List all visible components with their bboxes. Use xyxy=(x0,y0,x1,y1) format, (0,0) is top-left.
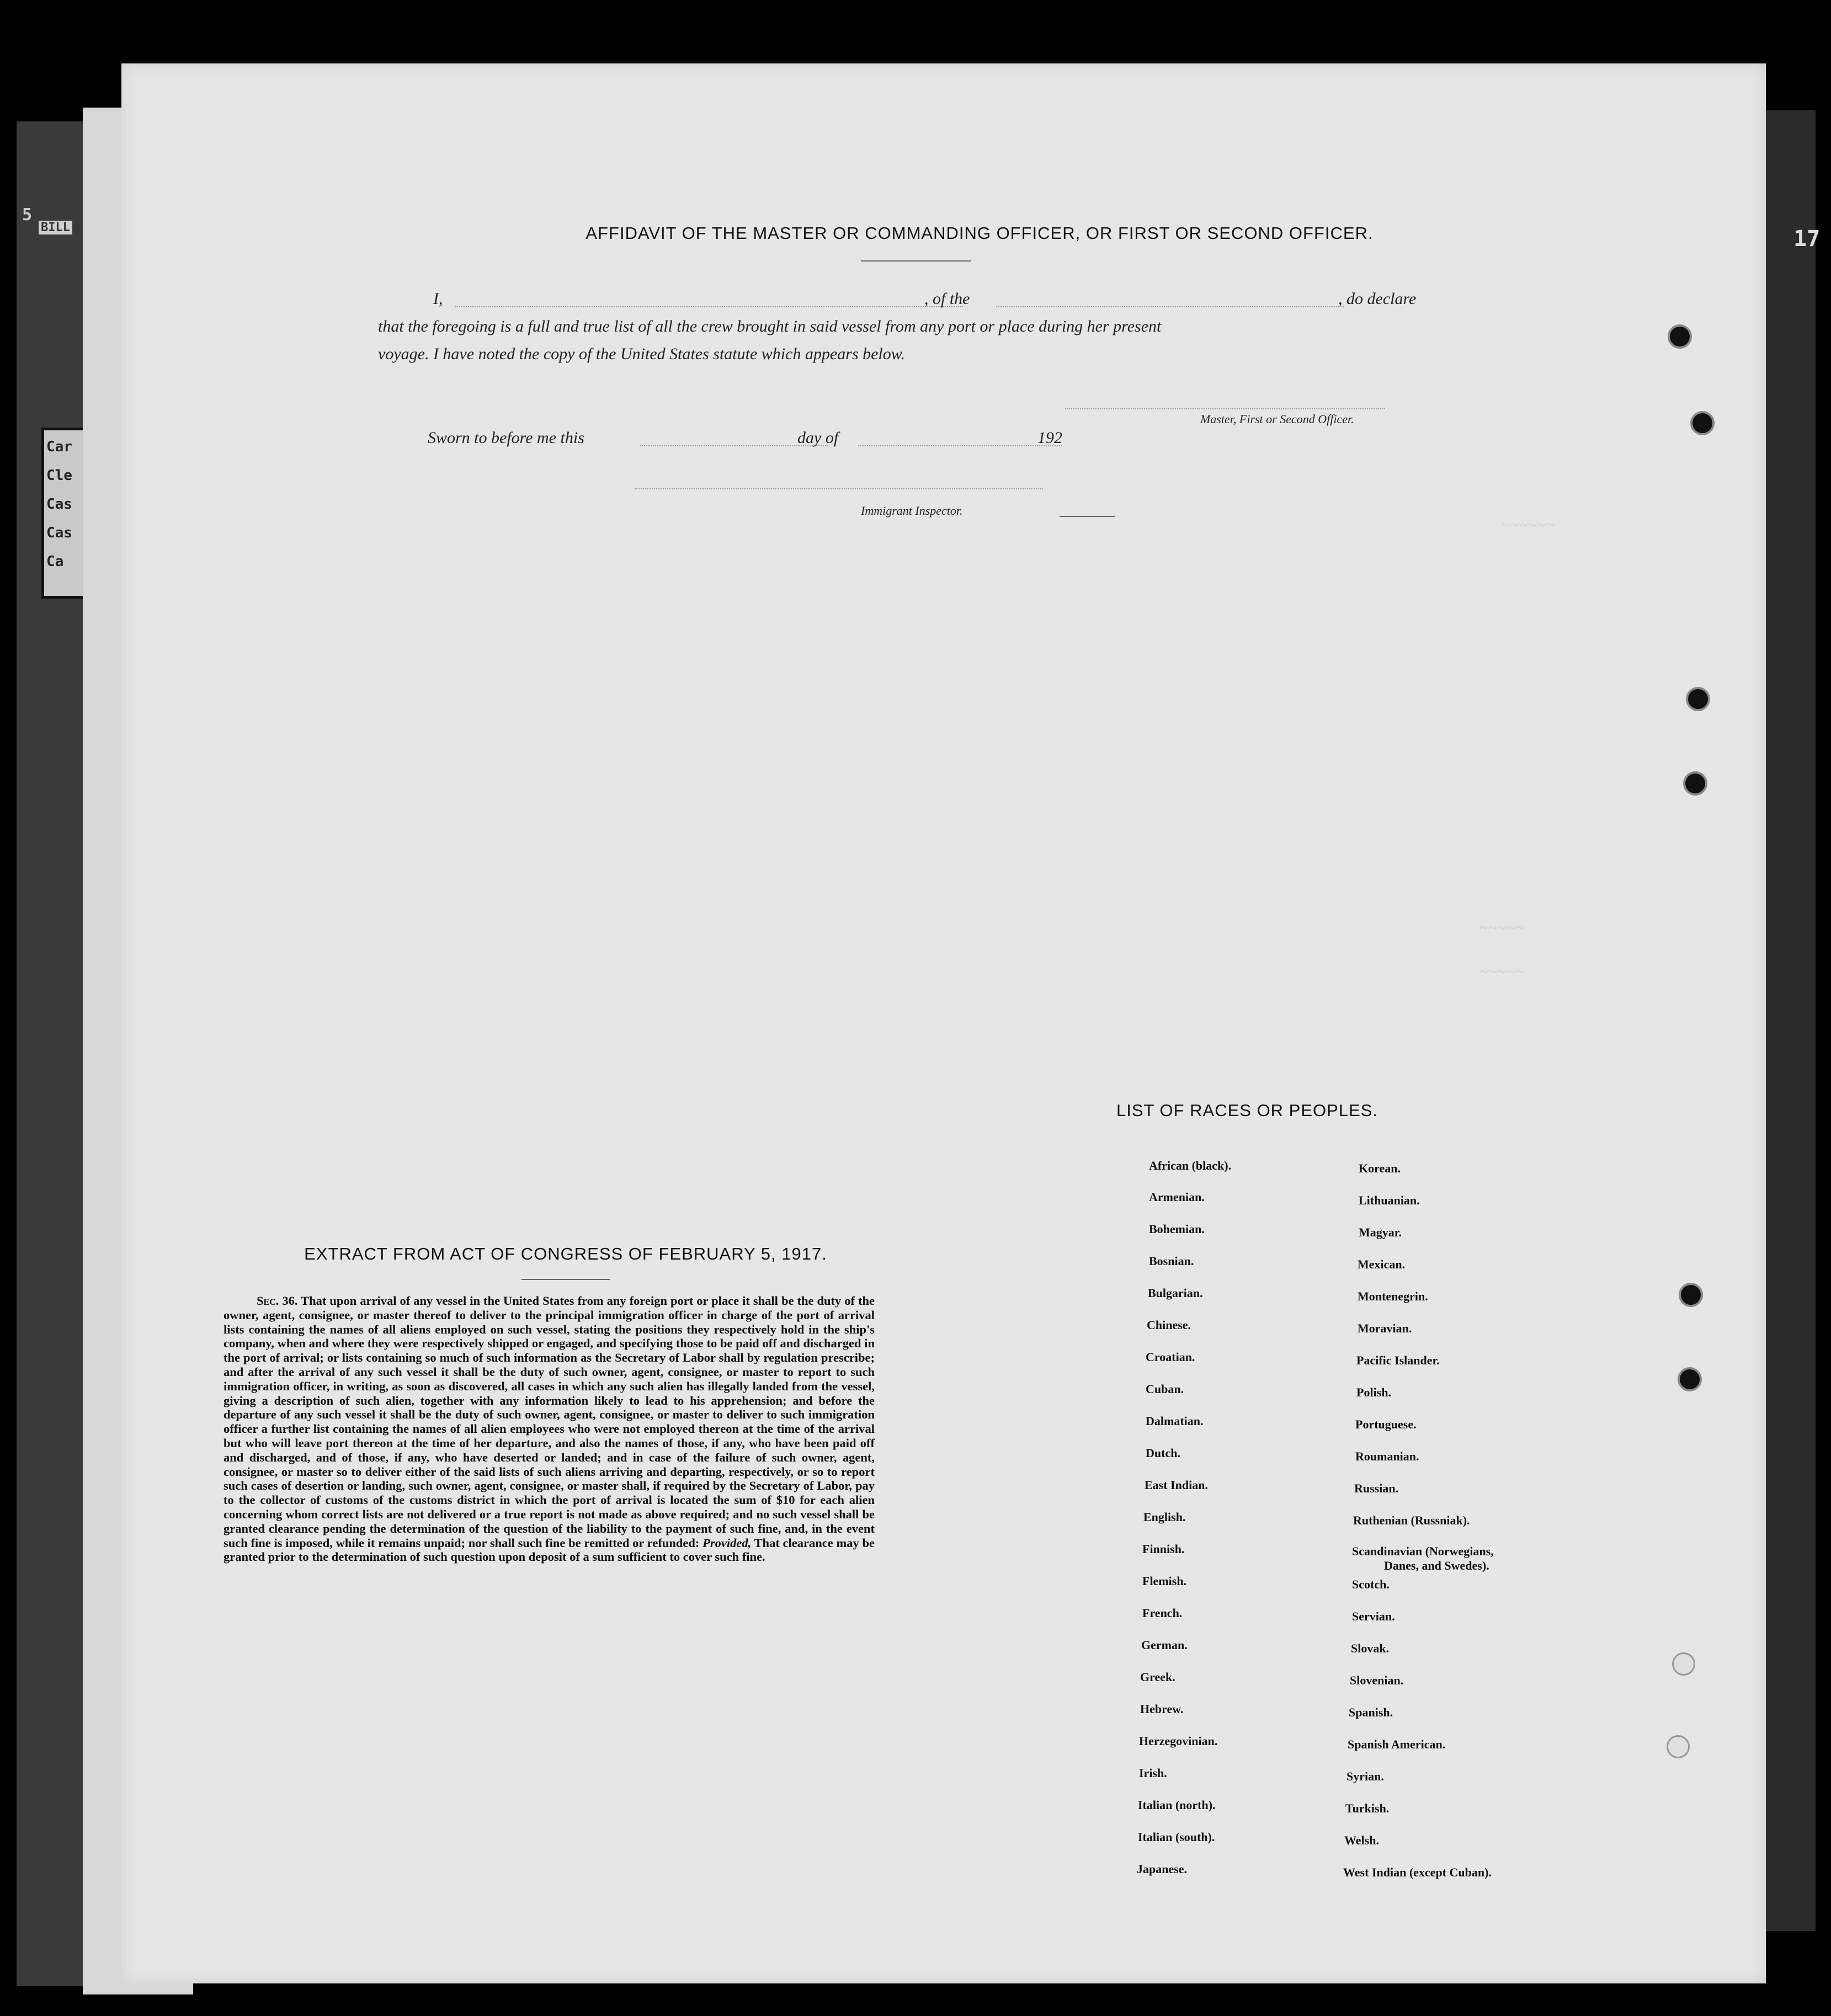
race-left-item: African (black). xyxy=(1149,1159,1232,1172)
punch-hole xyxy=(1683,771,1707,796)
extract-rule xyxy=(521,1279,610,1280)
race-right-item: Portuguese. xyxy=(1355,1417,1417,1431)
race-left-item: Irish. xyxy=(1139,1766,1167,1780)
race-right-item: Mexican. xyxy=(1358,1257,1406,1271)
race-right-item: Montenegrin. xyxy=(1358,1289,1428,1303)
edge-page-number: 17 xyxy=(1793,226,1821,252)
race-right-item: Servian. xyxy=(1352,1609,1395,1623)
race-left-item: Armenian. xyxy=(1149,1190,1205,1204)
punch-hole xyxy=(1668,324,1692,349)
section-text-1: That upon arrival of any vessel in the United States from any foreign port or place it shall be the duty of the owner, agent, consignee, or master thereof to deliver to the principal immigration officer in charge of the port of arrival lists containing the names of all aliens employed on such vessel, stating the positions they respectively hold in the ship's company, when and where they were respectively shipped or engaged, and specifying those to be paid off and discharged in the port of arrival; or lists containing so much of such information as the Secretary of Labor shall by regulation prescribe; and after the arrival of any such vessel it shall be the duty of such owner, agent, consignee, or master to report to such immigration officer, in writing, as soon as discovered, all cases in which any such alien has illegally landed from the vessel, giving a description of such alien, together with any information likely to lead to his apprehension; and before the departure of any such vessel it shall be the duty of such owner, agent, consignee, or master to deliver to such immigration officer a further list containing the names of all alien employees who were not employed thereon at the time of the arrival but who will leave port thereon at the time of her departure, and also the names of those, if any, who have been paid off and discharged, and of those, if any, who have deserted or landed; and in case of the failure of such owner, agent, consignee, or master so to deliver either of the said lists of such aliens arriving and departing, respectively, or so to report such cases of desertion or landing, such owner, agent, consignee, or master shall, if required by the Secretary of Labor, pay to the collector of customs of the customs district in which the port of arrival is located the sum of $10 for each alien concerning whom correct lists are not delivered or a true report is not made as above required; and no such vessel shall be granted clearance pending the determination of the question of the liability to the payment of such fine, and, in the event such fine is imposed, while it remains unpaid; nor shall such fine be remitted or refunded: xyxy=(223,1294,875,1550)
section-label: Sec. 36. xyxy=(257,1294,298,1308)
race-right-item: Magyar. xyxy=(1359,1225,1402,1239)
punch-hole xyxy=(1678,1367,1702,1391)
race-left-item: Italian (north). xyxy=(1138,1798,1216,1812)
title-rule xyxy=(861,260,971,262)
race-left-item: Dalmatian. xyxy=(1146,1414,1204,1428)
race-right-item: Turkish. xyxy=(1345,1801,1390,1815)
race-right-item: Ruthenian (Russniak). xyxy=(1353,1513,1470,1527)
edge-number: 5 xyxy=(22,205,33,225)
race-left-item: Dutch. xyxy=(1146,1446,1180,1460)
affidavit-do-declare: , do declare xyxy=(1338,290,1417,308)
race-left-item: Japanese. xyxy=(1137,1862,1188,1876)
race-right-item: Syrian. xyxy=(1346,1769,1384,1783)
race-right-item: Korean. xyxy=(1359,1161,1401,1175)
race-left-item: Cuban. xyxy=(1146,1382,1184,1396)
affidavit-line1-start: I, xyxy=(433,290,443,308)
race-left-item: East Indian. xyxy=(1145,1478,1208,1492)
punch-hole xyxy=(1690,411,1715,435)
extract-title: EXTRACT FROM ACT OF CONGRESS OF FEBRUARY 5, 1917. xyxy=(304,1244,827,1263)
right-sheet-edge xyxy=(1766,110,1816,1931)
race-right-item: Slovak. xyxy=(1351,1641,1390,1655)
section-text-2: That clearance may be granted prior to the determination of such question upon deposit of a sum sufficient to cover such fine. xyxy=(223,1535,875,1564)
race-left-item: Flemish. xyxy=(1142,1574,1187,1588)
sworn-year: 192 xyxy=(1037,429,1062,447)
race-right-item: Spanish American. xyxy=(1348,1737,1446,1751)
race-right-item: Slovenian. xyxy=(1350,1673,1404,1687)
races-title: LIST OF RACES OR PEOPLES. xyxy=(1116,1101,1378,1120)
race-left-item: Herzegovinian. xyxy=(1139,1734,1218,1748)
race-right-item: Pacific Islander. xyxy=(1356,1353,1440,1367)
race-right-item: Welsh. xyxy=(1344,1833,1379,1847)
race-left-item: Bohemian. xyxy=(1149,1222,1205,1236)
signature-blank[interactable] xyxy=(1065,408,1385,409)
race-left-item: Greek. xyxy=(1140,1670,1175,1684)
race-right-item: West Indian (except Cuban). xyxy=(1343,1865,1492,1879)
inspector-blank[interactable] xyxy=(635,488,1043,489)
race-right-item: Polish. xyxy=(1356,1385,1391,1399)
race-left-item: Finnish. xyxy=(1142,1542,1185,1556)
race-right-item: Moravian. xyxy=(1358,1321,1412,1335)
race-left-item: Chinese. xyxy=(1147,1318,1191,1332)
race-right-item: Scotch. xyxy=(1352,1577,1390,1591)
sworn-prefix: Sworn to before me this xyxy=(428,429,584,447)
race-right-item: Roumanian. xyxy=(1355,1449,1419,1463)
name-blank[interactable] xyxy=(455,306,963,307)
race-right-item: Spanish. xyxy=(1349,1705,1393,1719)
race-left-item: English. xyxy=(1143,1510,1186,1524)
stamp-line: Cas xyxy=(46,525,72,541)
document-sheet xyxy=(121,63,1766,1983)
race-right-item: Russian. xyxy=(1354,1481,1399,1495)
race-left-item: Hebrew. xyxy=(1140,1702,1184,1716)
stamp-line: Cle xyxy=(46,467,72,484)
extract-body xyxy=(223,1294,875,1564)
affidavit-line3: voyage. I have noted the copy of the United States statute which appears below. xyxy=(378,345,906,363)
punch-hole xyxy=(1679,1283,1703,1307)
punch-hole xyxy=(1686,687,1710,711)
stamp-line: Cas xyxy=(46,496,72,513)
race-right-item: Lithuanian. xyxy=(1359,1193,1420,1207)
race-right-item-cont: Danes, and Swedes). xyxy=(1384,1559,1489,1572)
race-right-item: Scandinavian (Norwegians, xyxy=(1352,1544,1494,1558)
inspector-caption: Immigrant Inspector. xyxy=(861,504,963,518)
inspector-trail-rule xyxy=(1060,516,1115,517)
sworn-day-of: day of xyxy=(797,429,839,447)
provided-word: Provided, xyxy=(702,1535,752,1550)
affidavit-title: AFFIDAVIT OF THE MASTER OR COMMANDING OFFICER, OR FIRST OR SECOND OFFICER. xyxy=(586,223,1374,243)
bleed-through-mark: ~~~~~ xyxy=(1479,963,1524,981)
vessel-blank[interactable] xyxy=(996,306,1344,307)
bleed-through-mark: ~~~~~ xyxy=(1479,919,1524,937)
signature-caption: Master, First or Second Officer. xyxy=(1200,412,1354,426)
edge-tab: BILL xyxy=(39,221,72,234)
affidavit-of-the: , of the xyxy=(924,290,970,308)
race-left-item: German. xyxy=(1141,1638,1188,1652)
race-left-item: Bulgarian. xyxy=(1148,1286,1203,1300)
affidavit-line2: that the foregoing is a full and true list of all the crew brought in said vessel from any port or place during her present xyxy=(378,317,1162,335)
race-left-item: French. xyxy=(1142,1606,1183,1620)
edge-stamp xyxy=(41,428,83,599)
race-left-item: Croatian. xyxy=(1146,1350,1195,1364)
stamp-line: Car xyxy=(46,439,72,455)
sworn-month-blank[interactable] xyxy=(858,445,1062,446)
punch-hole xyxy=(1672,1652,1695,1676)
stamp-line: Ca xyxy=(46,553,64,570)
race-left-item: Italian (south). xyxy=(1138,1830,1215,1844)
race-left-item: Bosnian. xyxy=(1149,1254,1194,1268)
punch-hole xyxy=(1667,1735,1690,1758)
bleed-through-mark: ~~~~~~ xyxy=(1501,516,1555,534)
